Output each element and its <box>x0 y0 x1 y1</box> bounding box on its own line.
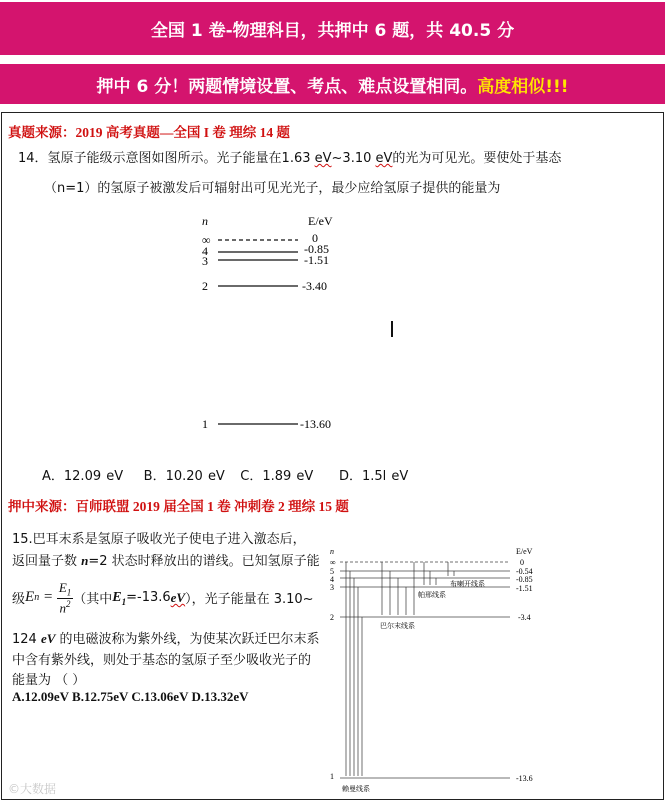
q14-option-b: B．10.20 eV <box>143 469 225 484</box>
level-n-1: 1 <box>202 417 208 431</box>
q15-line1: 15.巴耳末系是氢原子吸收光子使电子进入激态后， <box>12 532 306 547</box>
source-label-original: 真题来源：2019 高考真题—全国 I 卷 理综 14 题 <box>8 125 291 140</box>
axis-n-label: n <box>202 214 208 228</box>
axis2-e-label: E/eV <box>516 547 533 556</box>
level-n-2: 2 <box>202 279 208 293</box>
q14-options <box>42 465 408 484</box>
series-lyman: 赖曼线系 <box>342 785 370 793</box>
level-e-2: -3.40 <box>302 279 327 293</box>
l2-n-4: 4 <box>330 575 334 584</box>
q14-option-c: C．1.89 eV <box>240 469 314 484</box>
q15-line4: 124 eV 的电磁波称为紫外线，为使某次跃迁巴尔末系 <box>12 631 320 647</box>
q15-line5: 中含有紫外线，则处于基态的氢原子至少吸收光子的 <box>12 653 312 668</box>
level-e-inf: 0 <box>312 231 318 245</box>
q14-line2: （n=1）的氢原子被激发后可辐射出可见光光子，最少应给氢原子提供的能量为 <box>44 181 501 196</box>
brackett-arrows <box>448 562 454 576</box>
axis2-n-label: n <box>330 547 334 556</box>
subtitle-banner-highlight: 高度相似!!! <box>477 76 569 97</box>
l2-e-4: -0.85 <box>516 575 533 584</box>
title-banner-text: 全国 1 卷-物理科目，共押中 6 题，共 40.5 分 <box>150 21 515 41</box>
level-n-inf: ∞ <box>202 233 211 247</box>
l2-e-5: -0.54 <box>516 567 533 576</box>
watermark-text: ©大数据 <box>8 782 57 796</box>
series-brackett: 布喇开线系 <box>450 580 485 588</box>
q15-line2: 返回量子数 n=2 状态时释放出的谱线。已知氢原子能 <box>12 553 320 569</box>
q15-options: A.12.09eV B.12.75eV C.13.06eV D.13.32eV <box>12 689 249 704</box>
q15-line6: 能量为 （ ） <box>12 673 86 688</box>
q15-line3: 级 E n = $E_1$ $n^2$ （其中 $E_1$ =-13.6 eV ），光子能量在 3.10~ <box>12 580 314 615</box>
subtitle-banner-text: 押中 6 分！两题情境设置、考点、难点设置相同。 <box>96 76 478 97</box>
l2-n-1: 1 <box>330 772 334 781</box>
l2-e-1: -13.6 <box>516 774 533 783</box>
q14-option-d: D．1.5l eV <box>338 469 409 484</box>
l2-e-inf: 0 <box>520 558 524 567</box>
paschen-arrows <box>424 562 436 585</box>
series-paschen: 帕邢线系 <box>418 591 446 599</box>
series-balmer: 巴尔末线系 <box>380 622 415 630</box>
energy-level-diagram-2 <box>320 545 560 793</box>
lyman-arrows <box>346 562 362 776</box>
level-e-1: -13.60 <box>300 417 331 431</box>
q14-option-a: A．12.09 eV <box>42 469 124 484</box>
title-banner <box>0 2 665 55</box>
level-n-4: 4 <box>202 244 208 258</box>
l2-n-inf: ∞ <box>330 558 336 567</box>
level-e-3: -1.51 <box>304 253 329 267</box>
level-n-3: 3 <box>202 254 208 268</box>
l2-n-3: 3 <box>330 583 334 592</box>
source-label-predicted: 押中来源：百师联盟 2019 届全国 1 卷 冲刺卷 2 理综 15 题 <box>8 499 349 514</box>
symbol-e1: $E_1$ <box>112 589 127 607</box>
level-e-4: -0.85 <box>304 242 329 256</box>
l2-n-2: 2 <box>330 613 334 622</box>
q14-line1: 14．氢原子能级示意图如图所示。光子能量在1.63 eV~3.10 eV的光为可见光。要使处于基态 <box>18 151 562 166</box>
text-cursor <box>391 321 393 337</box>
l2-n-5: 5 <box>330 567 334 576</box>
energy-level-diagram-1 <box>190 208 350 438</box>
l2-e-2: -3.4 <box>518 613 531 622</box>
axis-e-label: E/eV <box>308 214 333 228</box>
l2-e-3: -1.51 <box>516 584 533 593</box>
formula-energy-level: E n = $E_1$ $n^2$ <box>25 580 72 615</box>
unit-ev: eV <box>40 631 56 646</box>
balmer-arrows <box>382 562 414 615</box>
subtitle-banner <box>0 64 665 104</box>
